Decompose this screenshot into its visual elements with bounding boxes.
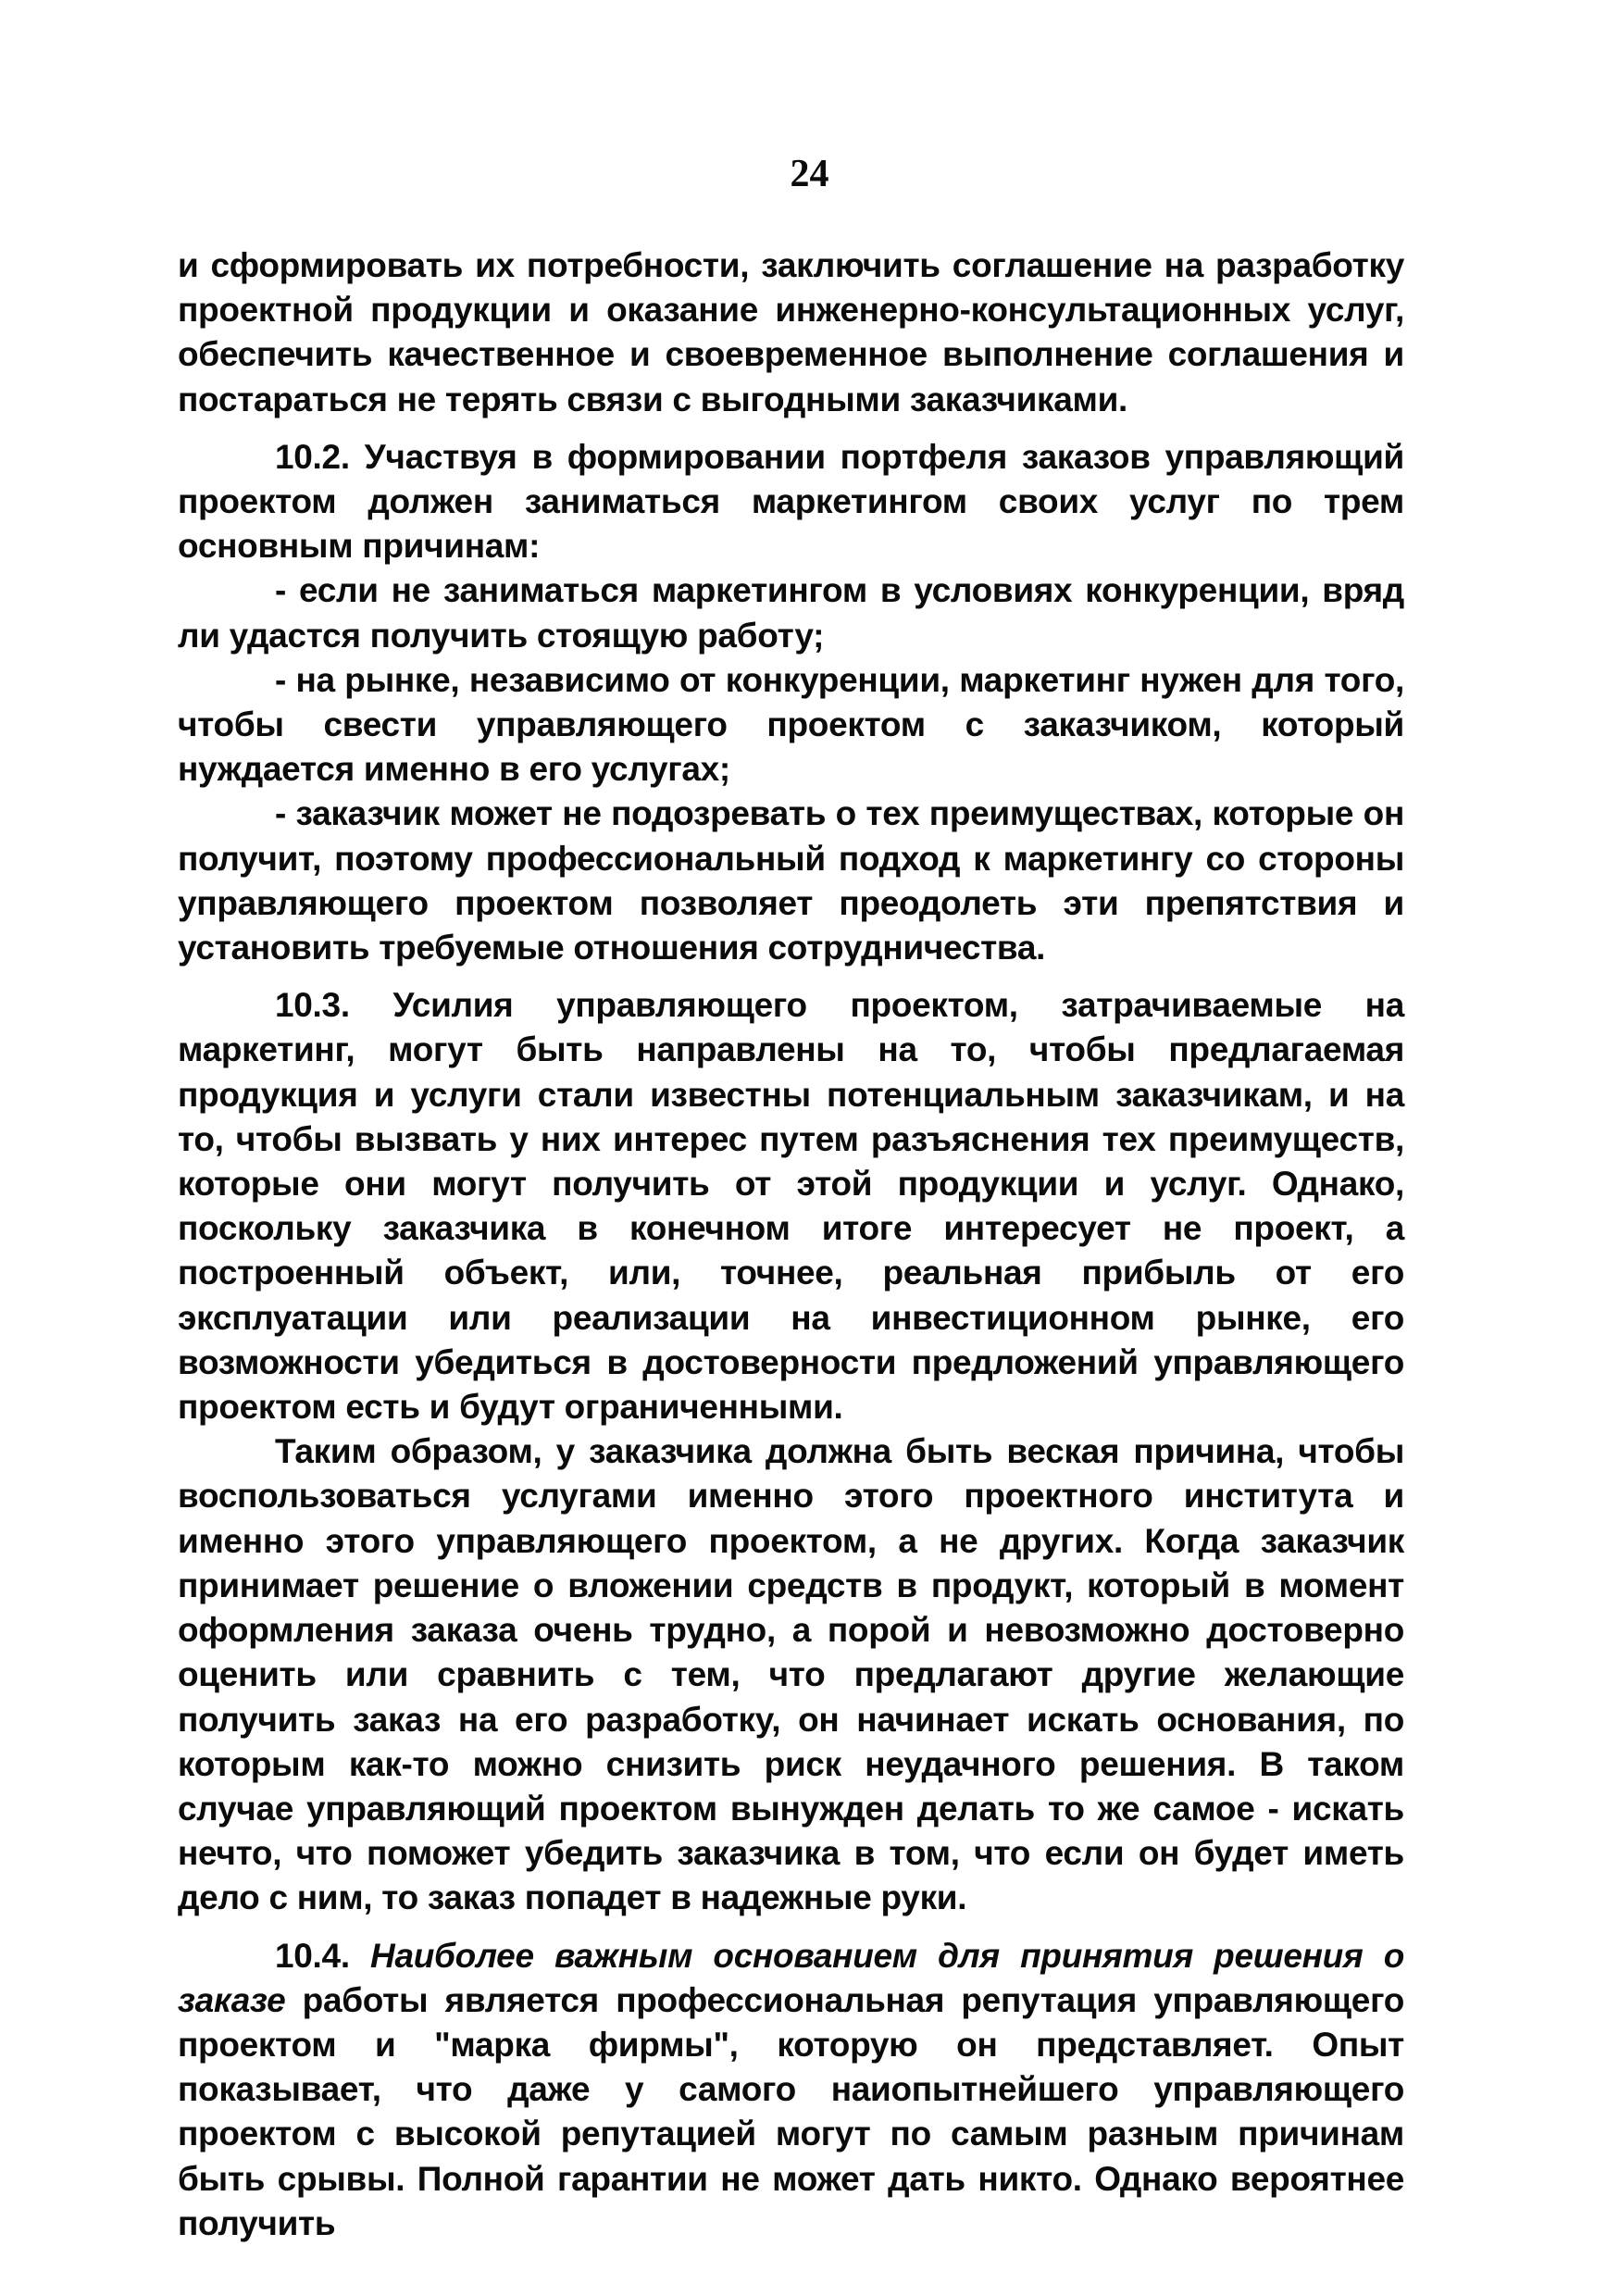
list-item-reason-1: - если не заниматься маркетингом в условиях конкуренции, вряд ли удастся получить стоящую работу; <box>178 571 1404 655</box>
paragraph-continuation: и сформировать их потребности, заключить соглашение на разработку проектной продукции и оказание инженерно-консультационных услуг, обеспечить качественное и своевременное выполнение соглашения и постараться не терять связи с выгодными заказчиками. <box>178 246 1404 418</box>
paragraph-10-3: 10.3. Усилия управляющего проектом, затрачиваемые на маркетинг, могут быть направлены на то, чтобы предлагаемая продукция и услуги стали известны потенциальным заказчикам, и на то, чтобы вызвать у них интерес путем разъяснения тех преимуществ, которые они могут получить от этой продукции и услуг. Однако, поскольку заказчика в конечном итоге интересует не проект, а построенный объект, или, точнее, реальная прибыль от его эксплуатации или реализации на инвестиционном рынке, его возможности убедиться в достоверности предложений управляющего проектом есть и будут ограниченными. <box>178 986 1404 1427</box>
paragraph-10-4-italic: Наиболее важным основанием для принятия решения о заказе <box>178 1936 1404 2019</box>
page-number: 24 <box>790 153 829 195</box>
paragraph-10-4-rest: работы является профессиональная репутация управляющего проектом и "марка фирмы", которую он представляет. Опыт показывает, что даже у самого наиопытнейшего управляющего проектом с высокой репутацией могут по самым разным причинам быть срывы. Полной гарантии не может дать никто. Однако вероятнее получить <box>178 1980 1405 2242</box>
paragraph-10-4 <box>178 1934 1404 2246</box>
list-item-reason-3: - заказчик может не подозревать о тех преимуществах, которые он получит, поэтому профессиональный подход к маркетингу со стороны управляющего проектом позволяет преодолеть эти препятствия и установить требуемые отношения сотрудничества. <box>178 794 1404 967</box>
paragraph-10-4-number: 10.4. <box>275 1936 350 1975</box>
list-item-reason-2: - на рынке, независимо от конкуренции, маркетинг нужен для того, чтобы свести управляющего проектом с заказчиком, который нуждается именно в его услугах; <box>178 660 1404 789</box>
body-text <box>178 243 1404 2246</box>
paragraph-conclusion: Таким образом, у заказчика должна быть веская причина, чтобы воспользоваться услугами именно этого проектного института и именно этого управляющего проектом, а не других. Когда заказчик принимает решение о вложении средств в продукт, который в момент оформления заказа очень трудно, а порой и невозможно достоверно оценить или сравнить с тем, что предлагают другие желающие получить заказ на его разработку, он начинает искать основания, по которым как-то можно снизить риск неудачного решения. В таком случае управляющий проектом вынужден делать то же самое - искать нечто, что поможет убедить заказчика в том, что если он будет иметь дело с ним, то заказ попадет в надежные руки. <box>178 1432 1404 1917</box>
paragraph-10-2: 10.2. Участвуя в формировании портфеля заказов управляющий проектом должен заниматься маркетингом своих услуг по трем основным причинам: <box>178 437 1404 566</box>
